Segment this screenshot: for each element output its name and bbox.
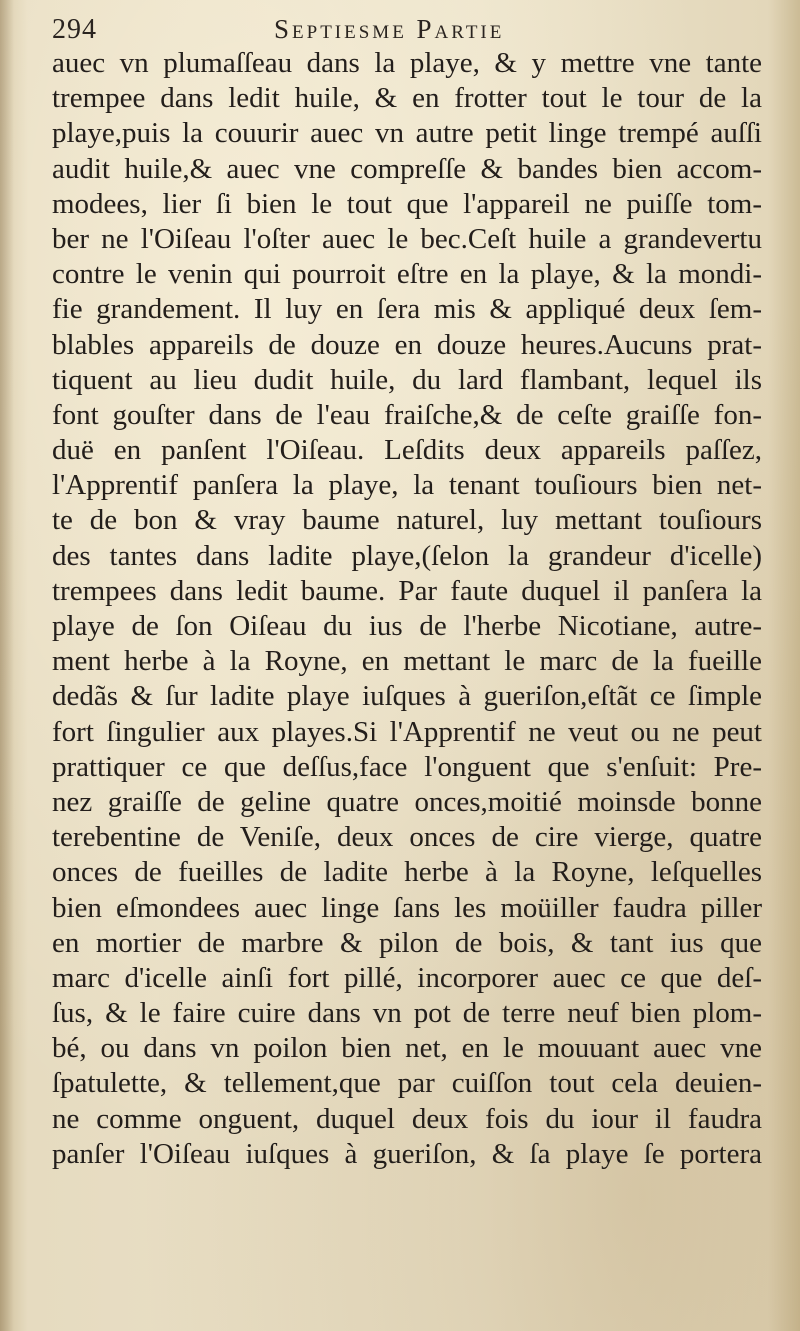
text-line: bien eſmondees auec linge ſans les moüiller faudra piller [52, 891, 762, 924]
page-number: 294 [52, 14, 97, 45]
page-header [52, 14, 752, 48]
text-line: playe de ſon Oiſeau du ius de l'herbe Nicotiane, autre- [52, 610, 762, 642]
text-line: contre le venin qui pourroit eſtre en la playe, & la mondi- [52, 258, 762, 291]
text-line: audit huile,& auec vne compreſſe & bandes bien accom- [52, 152, 762, 185]
text-line: ment herbe à la Royne, en mettant le marc de la fueille [52, 645, 762, 678]
text-line: dedãs & ſur ladite playe iuſques à gueriſon,eſtãt ce ſimple [52, 680, 762, 713]
text-line: ne comme onguent, duquel deux fois du iour il faudra [52, 1102, 762, 1135]
text-line: trempee dans ledit huile, & en frotter tout le tour de la [52, 82, 762, 115]
text-line: tiquent au lieu dudit huile, du lard flambant, lequel ils [52, 363, 762, 396]
text-line: playe,puis la couurir auec vn autre petit linge trempé auſſi [52, 117, 762, 150]
text-line: fort ſingulier aux playes.Si l'Apprentif ne veut ou ne peut [52, 715, 762, 748]
text-line: ber ne l'Oiſeau l'oſter auec le bec.Ceſt huile a grandevertu [52, 222, 762, 255]
text-line: nez graiſſe de geline quatre onces,moitié moinsde bonne [52, 785, 762, 818]
text-line: ſus, & le faire cuire dans vn pot de terre neuf bien plom- [52, 997, 762, 1030]
text-line: te de bon & vray baume naturel, luy mettant touſiours [52, 504, 762, 537]
gutter-shadow [0, 0, 14, 1331]
text-line: en mortier de marbre & pilon de bois, & tant ius que [52, 926, 762, 959]
text-line: terebentine de Veniſe, deux onces de cire vierge, quatre [52, 821, 762, 854]
text-line: prattiquer ce que deſſus,face l'onguent que s'enſuit: Pre- [52, 750, 762, 783]
text-line: marc d'icelle ainſi fort pillé, incorporer auec ce que deſ- [52, 961, 762, 994]
body-text [52, 46, 762, 1172]
text-line: trempees dans ledit baume. Par faute duquel il panſera la [52, 574, 762, 607]
text-line: bé, ou dans vn poilon bien net, en le mouuant auec vne [52, 1032, 762, 1065]
text-line: fie grandement. Il luy en ſera mis & appliqué deux ſem- [52, 293, 762, 326]
text-line: duë en panſent l'Oiſeau. Leſdits deux appareils paſſez, [52, 434, 762, 467]
text-line: auec vn plumaſſeau dans la playe, & y mettre vne tante [52, 47, 762, 79]
text-line: modees, lier ſi bien le tout que l'appareil ne puiſſe tom- [52, 187, 762, 220]
text-line: des tantes dans ladite playe,(ſelon la grandeur d'icelle) [52, 539, 762, 572]
text-line: blables appareils de douze en douze heures.Aucuns prat- [52, 328, 762, 361]
text-line: l'Apprentif panſera la playe, la tenant touſiours bien net- [52, 469, 762, 502]
running-head: Septiesme Partie [274, 14, 505, 44]
text-line: onces de fueilles de ladite herbe à la Royne, leſquelles [52, 856, 762, 889]
text-line: panſer l'Oiſeau iuſques à gueriſon, & ſa playe ſe portera [52, 1137, 762, 1170]
text-line: font gouſter dans de l'eau fraiſche,& de ceſte graiſſe fon- [52, 398, 762, 431]
text-line: ſpatulette, & tellement,que par cuiſſon tout cela deuien- [52, 1067, 762, 1100]
